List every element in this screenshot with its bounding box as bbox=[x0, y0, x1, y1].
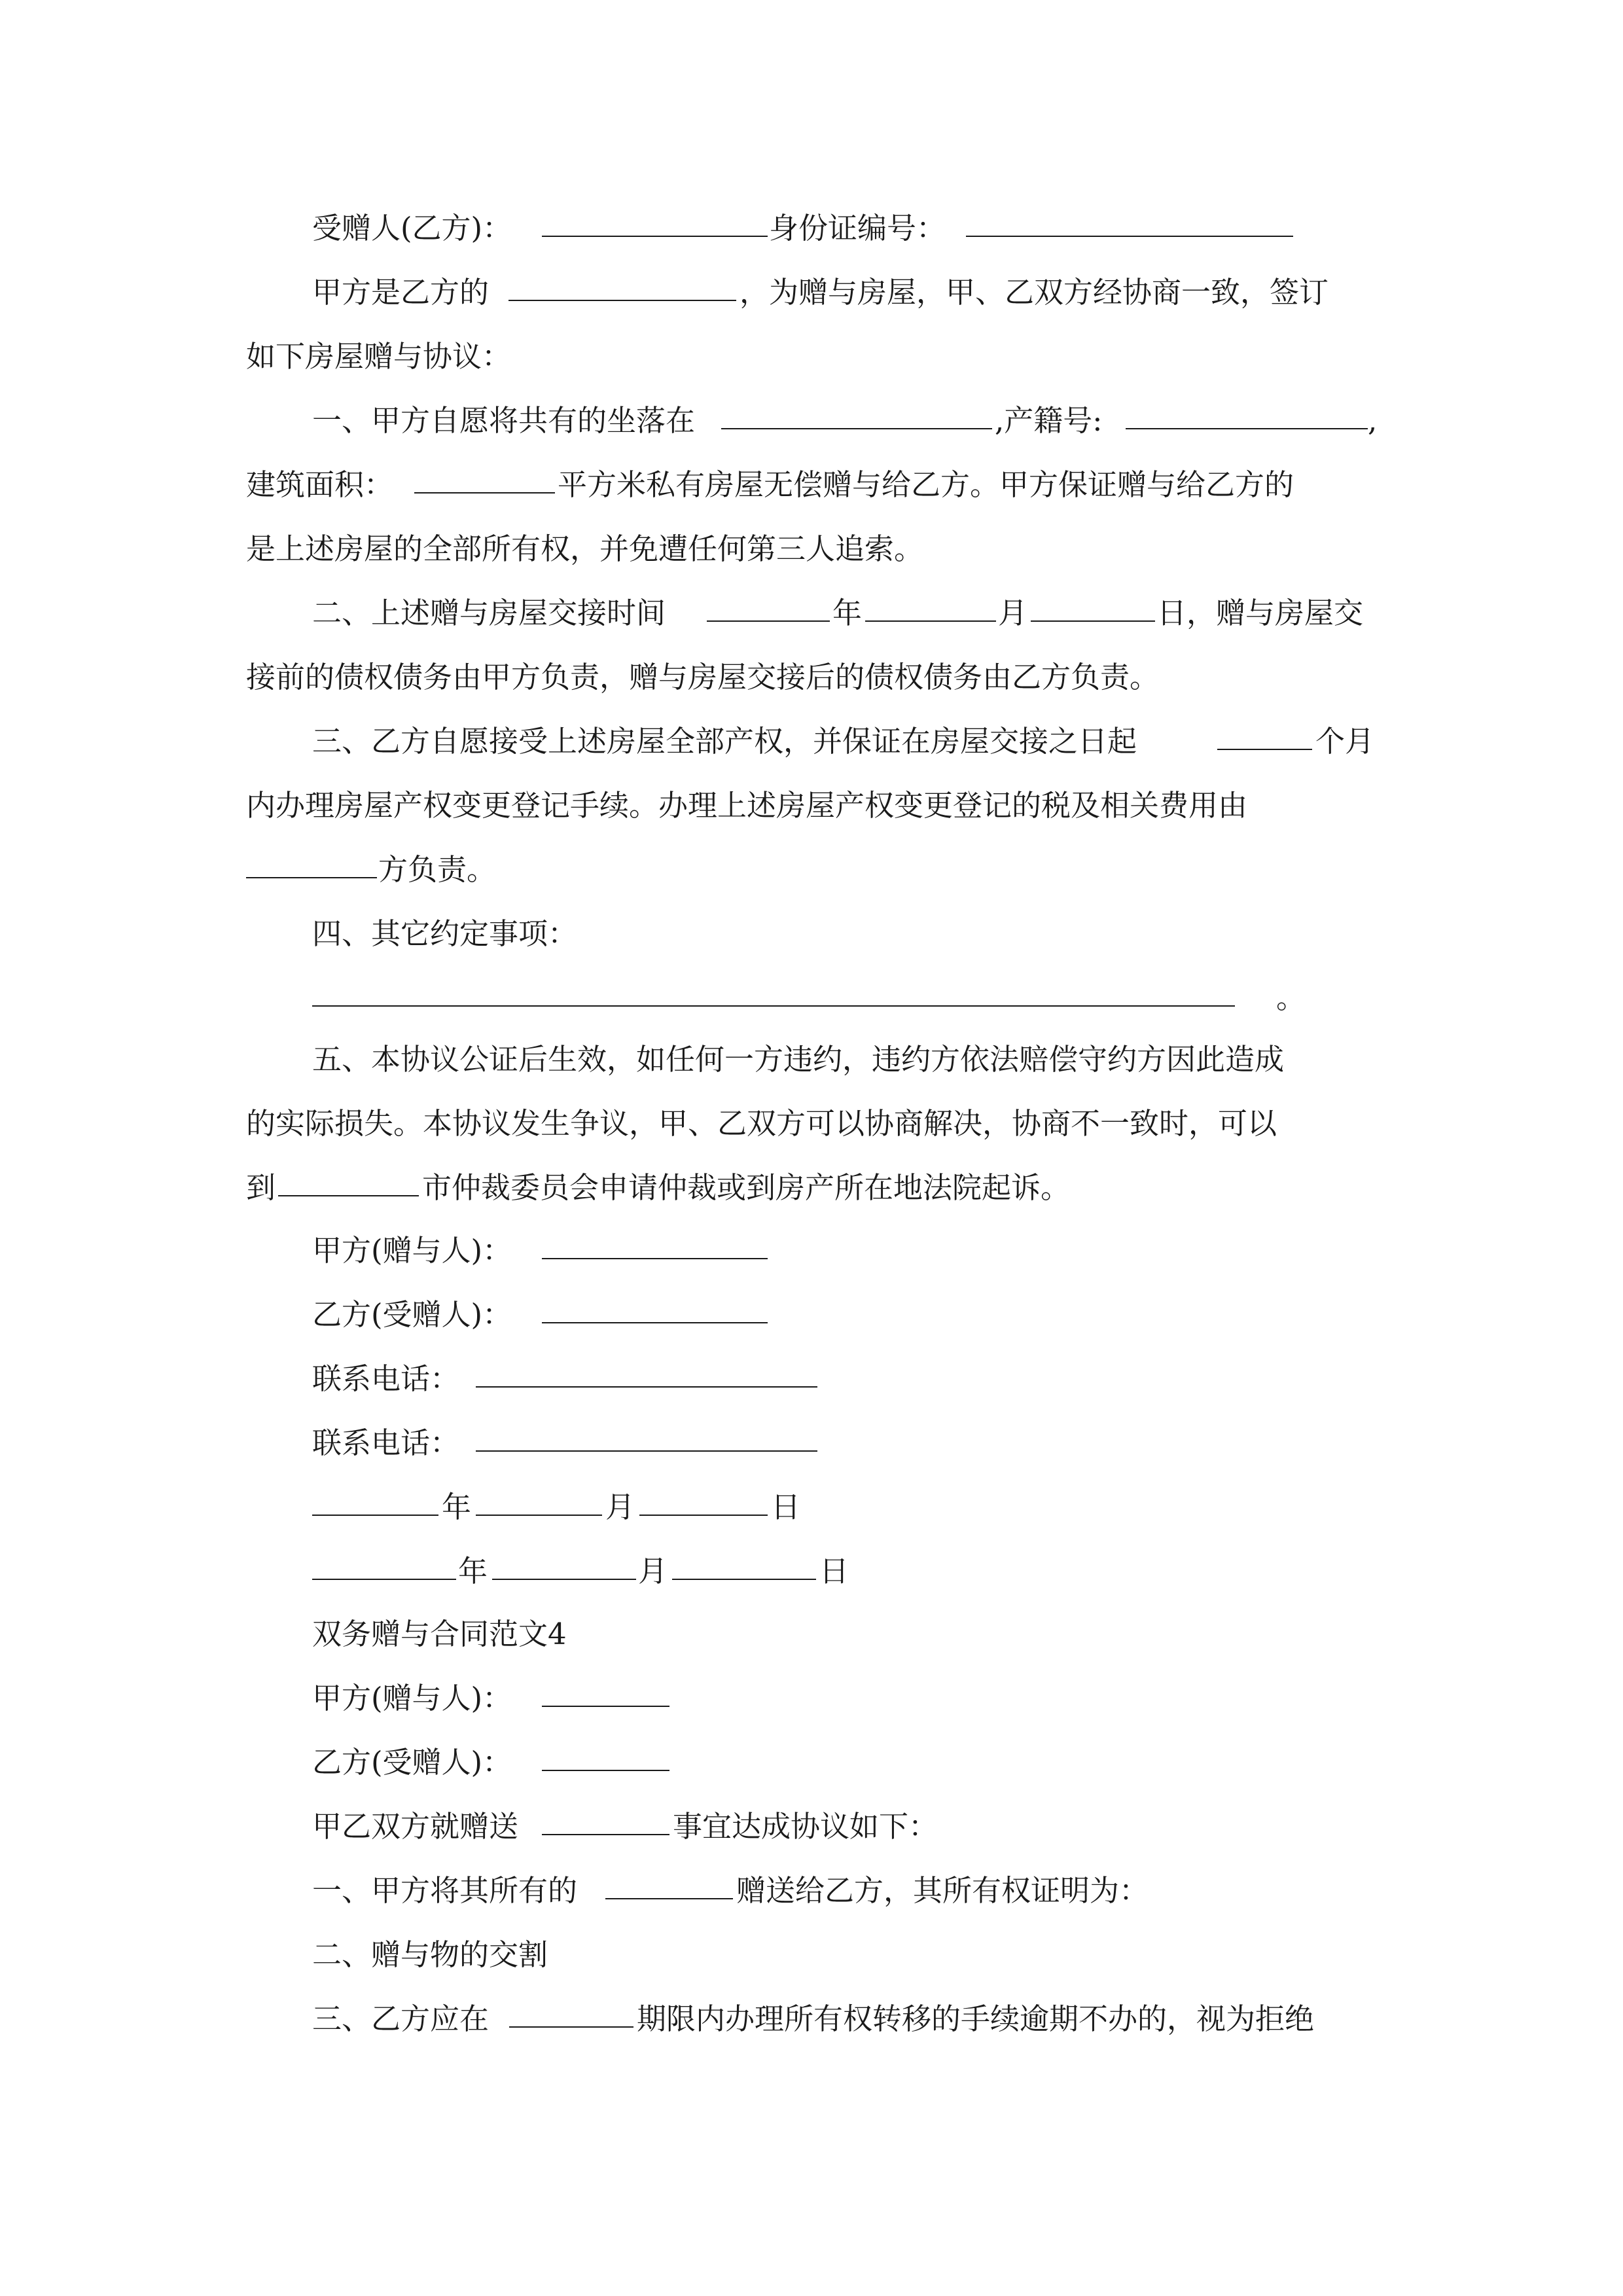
recipient-label: 受赠人(乙方)： bbox=[312, 211, 512, 245]
phone-blank[interactable] bbox=[476, 1347, 817, 1388]
text-segment: 接前的债权债务由甲方负责，赠与房屋交接后的债权债务由乙方负责。 bbox=[246, 660, 1160, 694]
text-segment: 年 bbox=[832, 596, 863, 630]
text-line bbox=[0, 1028, 1623, 1092]
text-segment: 赠送给乙方，其所有权证明为： bbox=[736, 1873, 1149, 1908]
text-segment: 日，赠与房屋交 bbox=[1157, 596, 1364, 630]
day-blank[interactable] bbox=[672, 1539, 816, 1580]
id-number-blank[interactable] bbox=[966, 196, 1293, 237]
text-segment: 的实际损失。本协议发生争议，甲、乙双方可以协商解决，协商不一致时，可以 bbox=[246, 1106, 1277, 1141]
text-line bbox=[0, 260, 1623, 325]
other-terms-blank[interactable] bbox=[312, 966, 1235, 1007]
gift-item-blank[interactable] bbox=[542, 1795, 669, 1835]
city-blank[interactable] bbox=[278, 1156, 419, 1196]
phone-blank[interactable] bbox=[476, 1411, 817, 1452]
text-segment: 年 bbox=[458, 1554, 488, 1588]
text-line bbox=[0, 581, 1623, 645]
text-segment: 日 bbox=[771, 1490, 801, 1524]
text-line bbox=[0, 517, 1623, 581]
text-line bbox=[0, 1283, 1623, 1347]
text-line bbox=[0, 1666, 1623, 1731]
fee-party-blank[interactable] bbox=[246, 838, 377, 878]
recipient-blank[interactable] bbox=[542, 196, 768, 237]
text-segment: ，为赠与房屋，甲、乙双方经协商一致，签订 bbox=[740, 275, 1329, 310]
text-line bbox=[0, 645, 1623, 709]
text-segment: 二、赠与物的交割 bbox=[312, 1937, 548, 1972]
area-blank[interactable] bbox=[414, 453, 555, 493]
location-blank[interactable] bbox=[721, 389, 992, 429]
month-blank[interactable] bbox=[476, 1475, 602, 1516]
text-line bbox=[0, 1539, 1623, 1604]
text-segment: 到 bbox=[246, 1170, 276, 1205]
text-line bbox=[0, 325, 1623, 389]
text-line bbox=[0, 1731, 1623, 1795]
text-segment: 二、上述赠与房屋交接时间 bbox=[312, 596, 666, 630]
text-line bbox=[0, 389, 1623, 453]
text-segment: 甲乙双方就赠送 bbox=[312, 1809, 519, 1844]
text-segment: 一、甲方将其所有的 bbox=[312, 1873, 578, 1908]
text-segment: 个月 bbox=[1315, 724, 1375, 759]
text-line bbox=[0, 1411, 1623, 1475]
text-line bbox=[0, 774, 1623, 838]
party-b-blank[interactable] bbox=[542, 1731, 669, 1771]
text-segment: 。 bbox=[1276, 980, 1306, 1015]
text-segment: 一、甲方自愿将共有的坐落在 bbox=[312, 403, 696, 438]
day-blank[interactable] bbox=[639, 1475, 768, 1516]
phone-label: 联系电话： bbox=[312, 1426, 460, 1460]
text-segment: 建筑面积： bbox=[246, 467, 394, 502]
text-line bbox=[0, 902, 1623, 966]
party-a-label: 甲方(赠与人)： bbox=[312, 1233, 512, 1268]
text-segment: ,产籍号: bbox=[995, 403, 1103, 438]
text-line bbox=[0, 1347, 1623, 1411]
text-segment: 日 bbox=[819, 1554, 849, 1588]
text-segment: 方负责。 bbox=[378, 852, 497, 887]
text-segment: 如下房屋赠与协议： bbox=[246, 339, 512, 374]
deadline-blank[interactable] bbox=[509, 1987, 633, 2028]
text-segment: 月 bbox=[605, 1490, 635, 1524]
year-blank[interactable] bbox=[707, 581, 830, 622]
text-segment: 甲方是乙方的 bbox=[312, 275, 490, 310]
text-line bbox=[0, 1859, 1623, 1923]
section-heading: 双务赠与合同范文4 bbox=[312, 1617, 567, 1651]
months-blank[interactable] bbox=[1217, 709, 1312, 750]
text-line bbox=[0, 1795, 1623, 1859]
party-b-label: 乙方(受赠人)： bbox=[312, 1745, 512, 1780]
text-segment: 市仲裁委员会申请仲裁或到房产所在地法院起诉。 bbox=[422, 1170, 1071, 1205]
text-line bbox=[0, 709, 1623, 774]
text-segment: 三、乙方应在 bbox=[312, 2001, 490, 2036]
text-line bbox=[0, 1987, 1623, 2051]
text-segment: 事宜达成协议如下： bbox=[673, 1809, 938, 1844]
text-segment: 三、乙方自愿接受上述房屋全部产权，并保证在房屋交接之日起 bbox=[312, 724, 1137, 759]
owned-item-blank[interactable] bbox=[605, 1859, 733, 1899]
text-line bbox=[0, 1602, 1623, 1666]
property-number-blank[interactable] bbox=[1126, 389, 1368, 429]
month-blank[interactable] bbox=[865, 581, 996, 622]
party-a-blank[interactable] bbox=[542, 1219, 768, 1259]
phone-label: 联系电话： bbox=[312, 1361, 460, 1396]
text-segment: 年 bbox=[442, 1490, 472, 1524]
text-line bbox=[0, 1092, 1623, 1156]
text-segment: 内办理房屋产权变更登记手续。办理上述房屋产权变更登记的税及相关费用由 bbox=[246, 788, 1248, 823]
party-a-blank[interactable] bbox=[542, 1666, 669, 1707]
year-blank[interactable] bbox=[312, 1539, 456, 1580]
id-number-label: 身份证编号： bbox=[769, 211, 946, 245]
text-line bbox=[0, 1156, 1623, 1220]
month-blank[interactable] bbox=[492, 1539, 636, 1580]
text-line bbox=[0, 453, 1623, 517]
text-segment: 月 bbox=[998, 596, 1028, 630]
day-blank[interactable] bbox=[1031, 581, 1155, 622]
year-blank[interactable] bbox=[312, 1475, 438, 1516]
text-segment: 期限内办理所有权转移的手续逾期不办的，视为拒绝 bbox=[637, 2001, 1315, 2036]
text-line bbox=[0, 838, 1623, 902]
text-line bbox=[0, 1219, 1623, 1283]
party-a-label: 甲方(赠与人)： bbox=[312, 1681, 512, 1715]
text-segment: 平方米私有房屋无偿赠与给乙方。甲方保证赠与给乙方的 bbox=[558, 467, 1294, 502]
text-line bbox=[0, 196, 1623, 260]
party-b-blank[interactable] bbox=[542, 1283, 768, 1323]
text-segment: 月 bbox=[638, 1554, 668, 1588]
text-line bbox=[0, 1923, 1623, 1987]
text-segment: 五、本协议公证后生效，如任何一方违约，违约方依法赔偿守约方因此造成 bbox=[312, 1042, 1285, 1077]
party-b-label: 乙方(受赠人)： bbox=[312, 1297, 512, 1332]
text-segment: 四、其它约定事项： bbox=[312, 916, 578, 951]
text-line bbox=[0, 1475, 1623, 1539]
text-segment: , bbox=[1368, 403, 1378, 438]
relation-blank[interactable] bbox=[508, 260, 736, 301]
text-segment: 是上述房屋的全部所有权，并免遭任何第三人追索。 bbox=[246, 531, 924, 566]
text-line bbox=[0, 966, 1623, 1030]
